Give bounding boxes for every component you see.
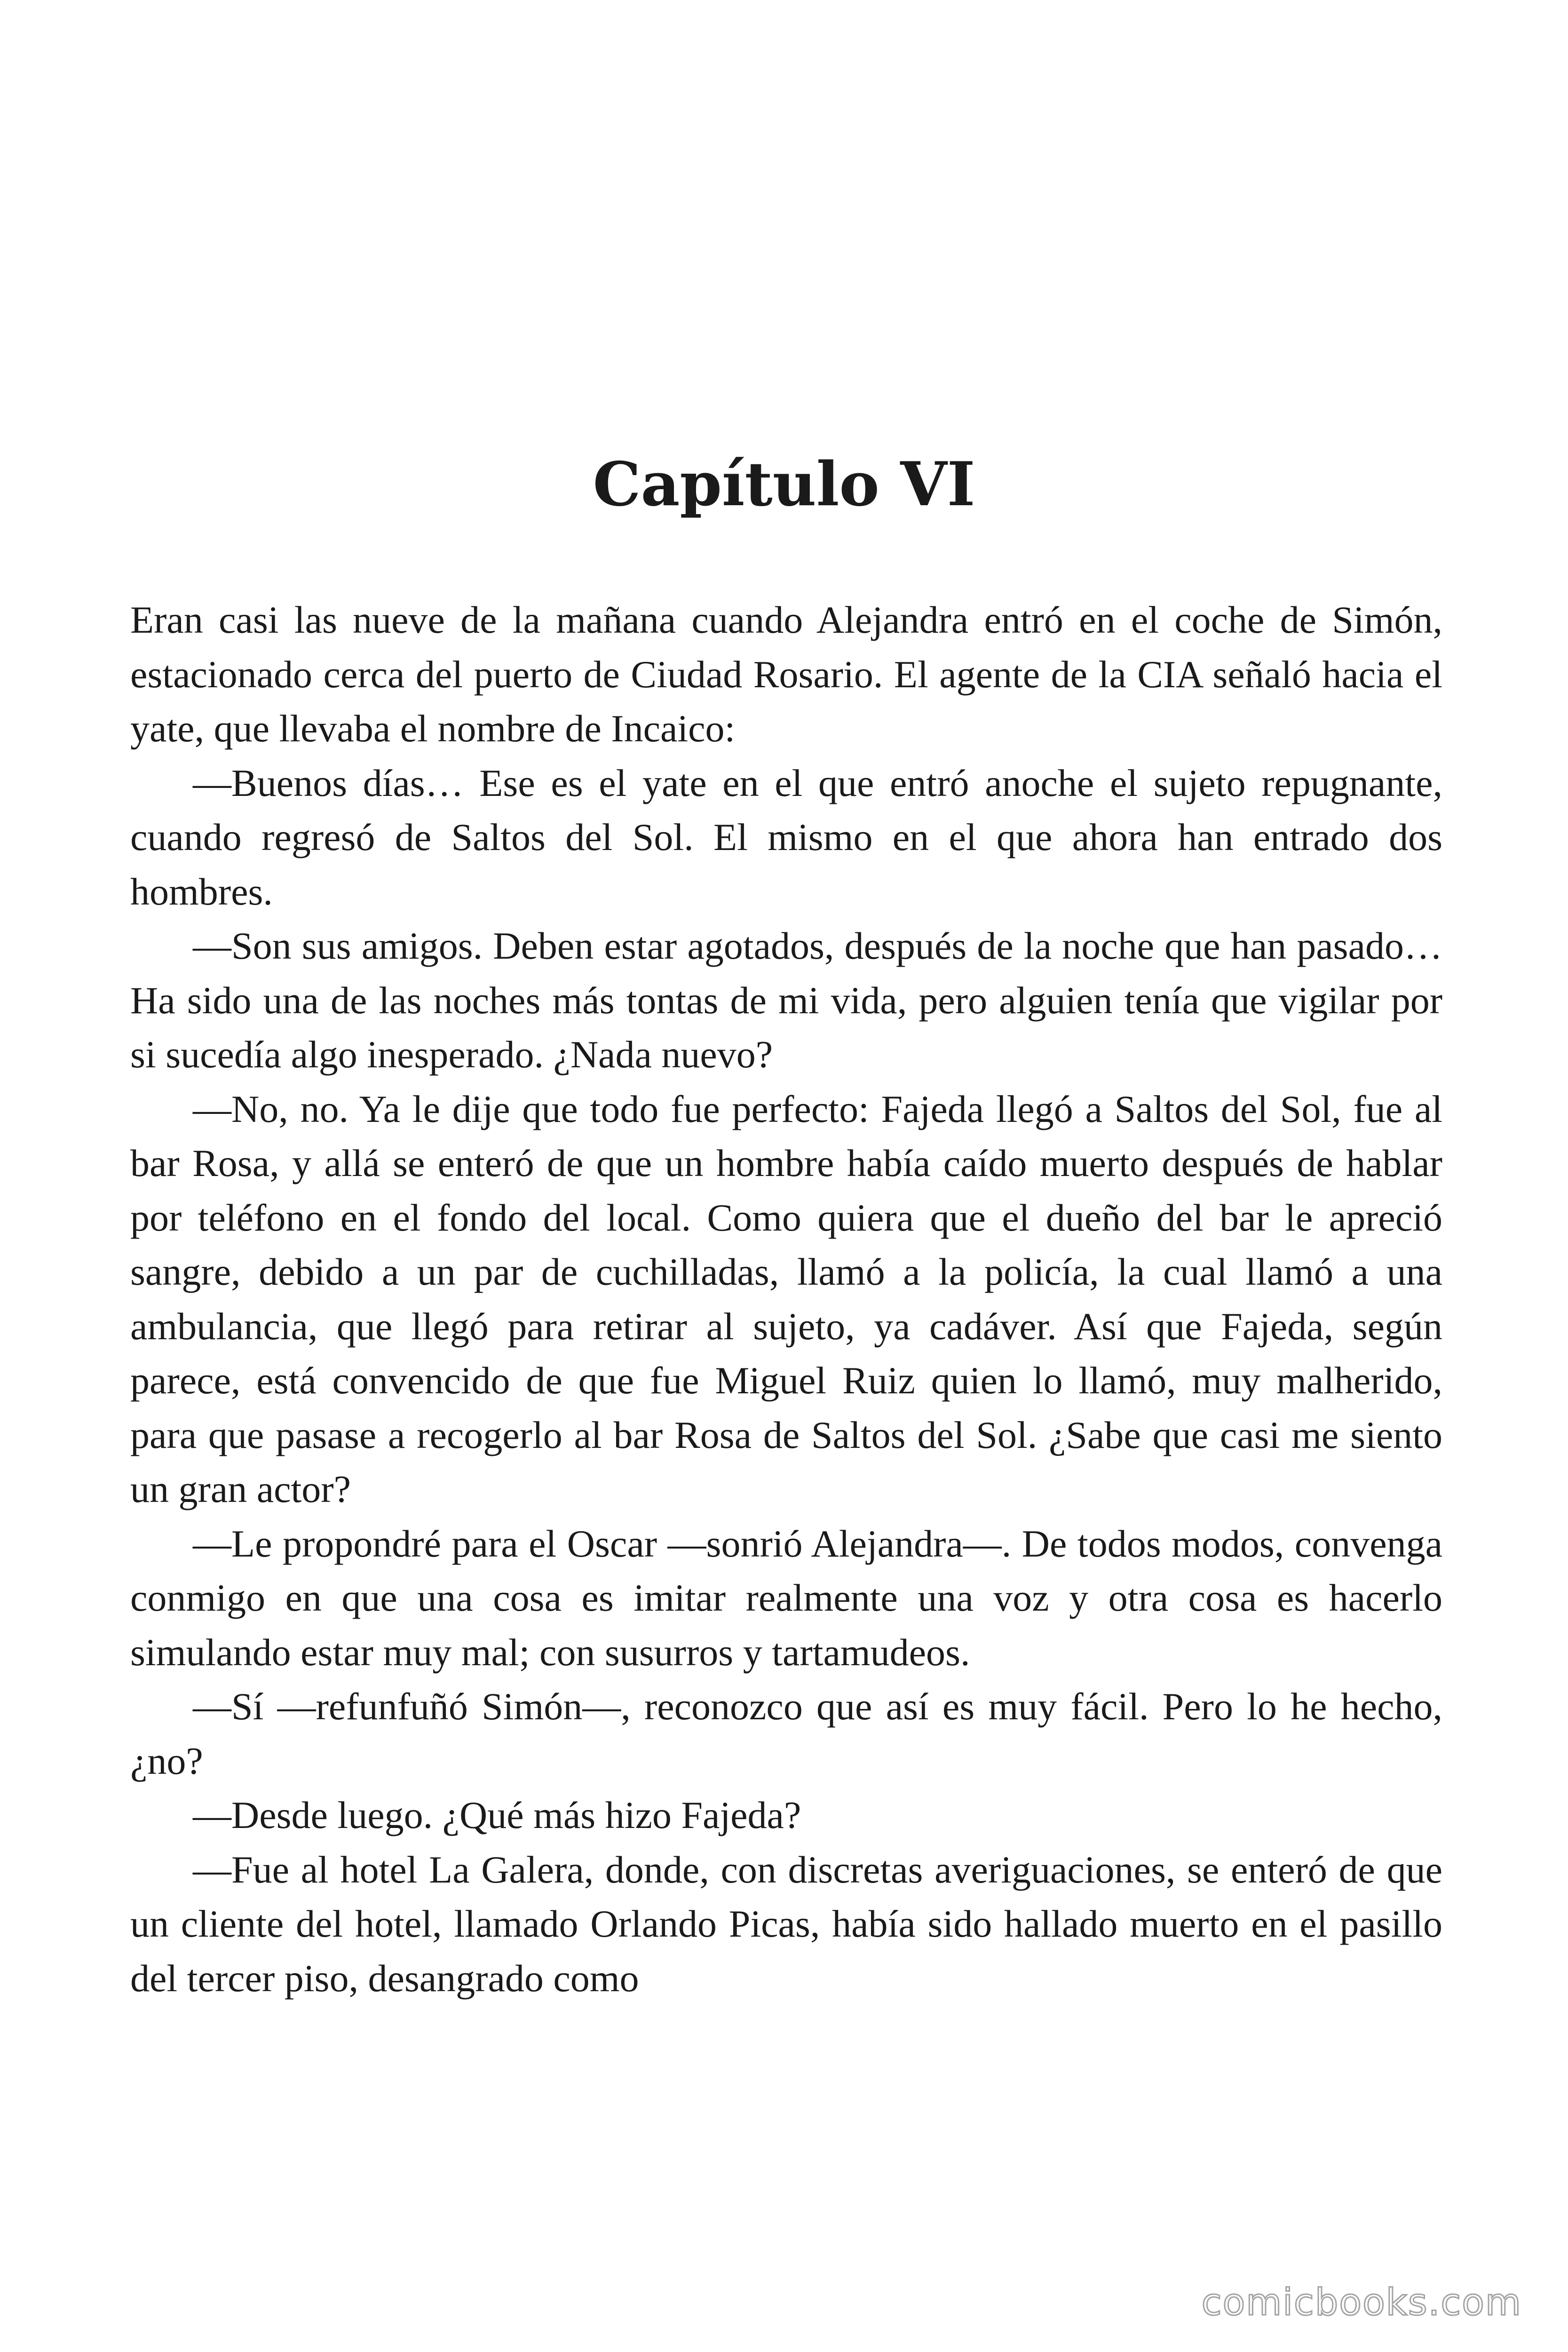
watermark: comicbooks.com bbox=[1201, 2281, 1522, 2324]
paragraph: —Buenos días… Ese es el yate en el que entró anoche el sujeto repugnante, cuando regresó de Saltos del Sol. El mismo en el que ahora han entrado dos hombres. bbox=[130, 761, 1442, 913]
paragraph: —Son sus amigos. Deben estar agotados, después de la noche que han pasado… Ha sido una de las noches más tontas de mi vida, pero alguien tenía que vigilar por si sucedía algo inesperado. ¿Nada nuevo? bbox=[130, 924, 1442, 1076]
chapter-title: Capítulo VI bbox=[593, 449, 975, 520]
chapter-body bbox=[130, 593, 1442, 2005]
paragraph: Eran casi las nueve de la mañana cuando Alejandra entró en el coche de Simón, estacionado cerca del puerto de Ciudad Rosario. El agente de la CIA señaló hacia el yate, que llevaba el nombre de Incaico: bbox=[130, 598, 1442, 750]
paragraph: —Sí —refunfuñó Simón—, reconozco que así es muy fácil. Pero lo he hecho, ¿no? bbox=[130, 1685, 1442, 1782]
paragraph: —Desde luego. ¿Qué más hizo Fajeda? bbox=[193, 1794, 801, 1836]
paragraph: —Le propondré para el Oscar —sonrió Alejandra—. De todos modos, convenga conmigo en que una cosa es imitar realmente una voz y otra cosa es hacerlo simulando estar muy mal; con susurros y tartamudeos. bbox=[130, 1522, 1442, 1674]
paragraph: —No, no. Ya le dije que todo fue perfecto: Fajeda llegó a Saltos del Sol, fue al bar Rosa, y allá se enteró de que un hombre había caído muerto después de hablar por teléfono en el fondo del local. Como quiera que el dueño del bar le apreció sangre, debido a un par de cuchilladas, llamó a la policía, la cual llamó a una ambulancia, que llegó para retirar al sujeto, ya cadáver. Así que Fajeda, según parece, está convencido de que fue Miguel Ruiz quien lo llamó, muy malherido, para que pasase a recogerlo al bar Rosa de Saltos del Sol. ¿Sabe que casi me siento un gran actor? bbox=[130, 1087, 1442, 1510]
paragraph: —Fue al hotel La Galera, donde, con discretas averiguaciones, se enteró de que un cliente del hotel, llamado Orlando Picas, había sido hallado muerto en el pasillo del tercer piso, desangrado como bbox=[130, 1848, 1442, 2000]
